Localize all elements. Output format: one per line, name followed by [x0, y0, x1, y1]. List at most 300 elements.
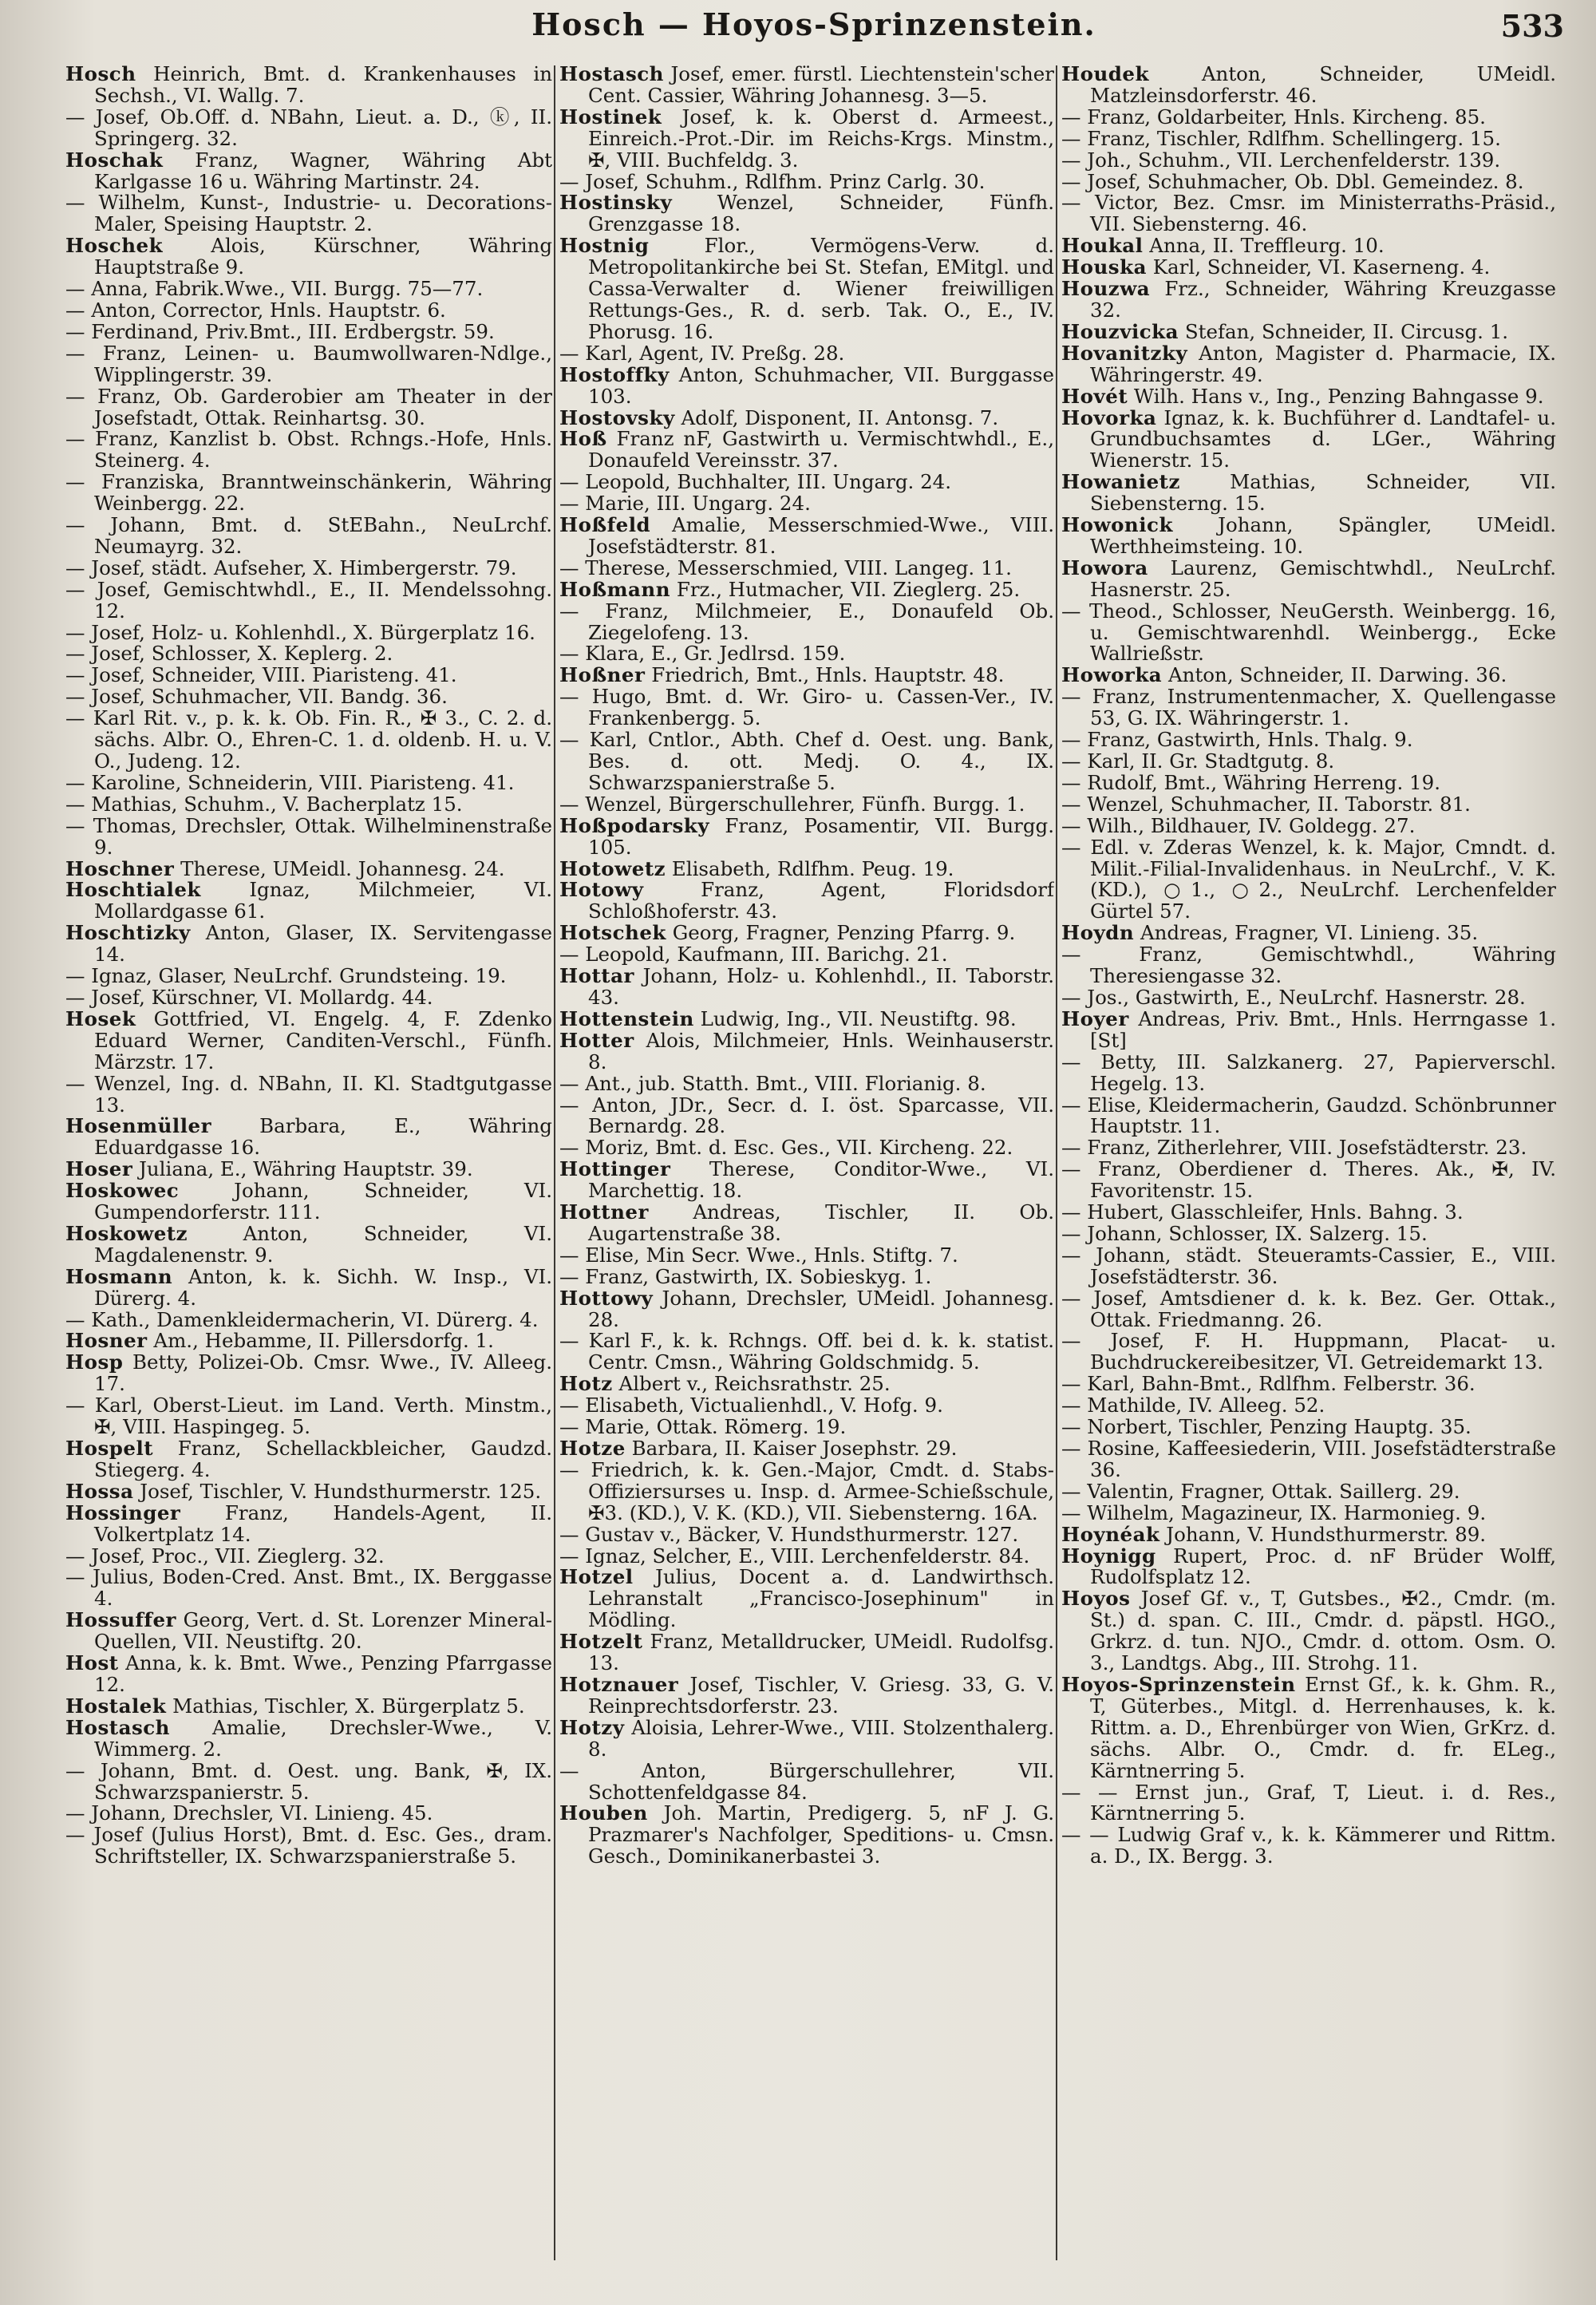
entry-details: Josef, k. k. Oberst d. Armeest., Einreich.-Prot.-Dir. im Reichs-Krgs. Minstm., ✠, VIII. Buchfeldg. 3. — [588, 105, 1054, 172]
entry-details: Albert v., Reichsrathstr. 25. — [612, 1372, 891, 1396]
entry-surname: Hossa — [65, 1479, 134, 1503]
directory-entry — [1061, 1674, 1556, 1782]
entry-details: — Franz, Leinen- u. Baumwollwaren-Ndlge., Wipplingerstr. 39. — [65, 341, 552, 386]
entry-details: Franz, Wagner, Währing Abt Karlgasse 16 u. Währing Martinstr. 24. — [94, 148, 552, 193]
entry-surname: Hotzy — [559, 1715, 625, 1739]
entry-details: Heinrich, Bmt. d. Krankenhauses in Sechsh., VI. Wallg. 7. — [94, 64, 552, 107]
entry-details: Joh. Martin, Predigerg. 5, nF J. G. Prazmarer's Nachfolger, Speditions- u. Cmsn. Gesch., Dominikanerbastei 3. — [588, 1801, 1054, 1868]
entry-details: — Marie, III. Ungarg. 24. — [559, 492, 811, 516]
entry-surname: Hostasch — [559, 64, 664, 85]
entry-surname: Hosch — [65, 64, 136, 85]
directory-entry — [65, 1825, 552, 1868]
directory-entry — [559, 880, 1054, 923]
entry-details: — Anton, JDr., Secr. d. I. öst. Sparcasse, VII. Bernardg. 28. — [559, 1093, 1054, 1138]
directory-entry — [1061, 343, 1556, 386]
directory-entry — [559, 1803, 1054, 1868]
entry-surname: Hosmann — [65, 1264, 173, 1288]
directory-entry — [1061, 1159, 1556, 1202]
entry-surname: Hotowy — [559, 878, 644, 902]
entry-surname: Hovanitzky — [1061, 341, 1188, 365]
directory-entry — [559, 1073, 1054, 1095]
entry-details: Andreas, Tischler, II. Ob. Augartenstraße 38. — [588, 1200, 1054, 1245]
entry-surname: Houzvicka — [1061, 319, 1179, 343]
entry-details: — Wilhelm, Magazineur, IX. Harmonieg. 9. — [1061, 1500, 1487, 1524]
entry-details: Frz., Hutmacher, VII. Zieglerg. 25. — [670, 577, 1021, 601]
entry-details: Anton, k. k. Sichh. W. Insp., VI. Dürerg. 4. — [94, 1264, 552, 1310]
entry-surname: Hoyos — [1061, 1587, 1131, 1611]
entry-details: — Rosine, Kaffeesiederin, VIII. Josefstädterstraße 36. — [1061, 1437, 1556, 1481]
entry-surname: Hotzel — [559, 1565, 634, 1589]
entry-details: Johann, Spängler, UMeidl. Werthheimsteing. 10. — [1090, 513, 1556, 558]
entry-surname: Howonick — [1061, 513, 1173, 537]
entry-details: Anton, Schneider, UMeidl. Matzleinsdorferstr. 46. — [1090, 64, 1556, 107]
directory-entry — [65, 966, 552, 987]
directory-entry — [65, 1330, 552, 1352]
directory-entry — [1061, 1202, 1556, 1224]
directory-entry — [1061, 665, 1556, 686]
entry-details: — — Ernst jun., Graf, T, Lieut. i. d. Res., Kärntnerring 5. — [1061, 1780, 1556, 1825]
entry-surname: Hostnig — [559, 234, 650, 258]
directory-entry — [1061, 319, 1556, 343]
entry-surname: Hospelt — [65, 1437, 154, 1460]
entry-surname: Hostoffky — [559, 362, 670, 386]
directory-entry — [65, 1116, 552, 1159]
directory-entry — [65, 1696, 552, 1718]
entry-details: — Franz, Kanzlist b. Obst. Rchngs.-Hofe, Hnls. Steinerg. 4. — [65, 427, 552, 472]
directory-entry — [559, 579, 1054, 601]
directory-entry — [559, 966, 1054, 1009]
entry-details: Ludwig, Ing., VII. Neustiftg. 98. — [693, 1006, 1017, 1030]
entry-details: — Franz, Gemischtwhdl., Währing Theresiengasse 32. — [1061, 943, 1556, 988]
entry-details: — Josef, Amtsdiener d. k. k. Bez. Ger. Ottak., Ottak. Friedmanng. 26. — [1061, 1286, 1556, 1331]
entry-surname: Hoschner — [65, 856, 175, 880]
directory-entry — [65, 150, 552, 193]
directory-entry — [1061, 279, 1556, 322]
entry-details: — Karl Rit. v., p. k. k. Ob. Fin. R., ✠ 3., C. 2. d. sächs. Albr. O., Ehren-C. 1. d. oldenb. H. u. V. O., Judeng. 12. — [65, 706, 552, 773]
directory-entry — [559, 493, 1054, 515]
directory-entry — [559, 813, 1054, 859]
entry-surname: Hosner — [65, 1329, 148, 1353]
directory-entry — [65, 620, 552, 644]
entry-details: — Leopold, Kaufmann, III. Barichg. 21. — [559, 943, 948, 967]
entry-details: — Karl, Bahn-Bmt., Rdlfhm. Felberstr. 36. — [1061, 1372, 1476, 1396]
entry-details: — Mathilde, IV. Alleeg. 52. — [1061, 1394, 1325, 1417]
directory-entry — [65, 343, 552, 386]
directory-entry — [65, 686, 552, 708]
entry-details: — Kath., Damenkleidermacherin, VI. Dürerg. 4. — [65, 1307, 539, 1331]
column-left — [65, 64, 552, 2291]
entry-details: — Wenzel, Bürgerschullehrer, Fünfh. Burgg. 1. — [559, 792, 1025, 816]
entry-details: — Franz, Goldarbeiter, Hnls. Kircheng. 85. — [1061, 105, 1486, 128]
entry-details: Josef Gf. v., T, Gutsbes., ✠2., Cmdr. (m. St.) d. span. C. III., Cmdr. d. päpstl. HGO., Grkrz. d. tun. NJO., Cmdr. d. ottom. Osm. O. 3., Landtgs. Abg., III. Strohg. 11. — [1090, 1587, 1556, 1675]
directory-entry — [559, 169, 1054, 193]
entry-details: Franz, Schellackbleicher, Gaudzd. Stiegerg. 4. — [94, 1437, 552, 1481]
directory-entry — [65, 300, 552, 322]
entry-details: — Joh., Schuhm., VII. Lerchenfelderstr. 139. — [1061, 148, 1501, 172]
directory-entry — [65, 708, 552, 773]
entry-details: — Josef, Schuhmacher, Ob. Dbl. Gemeindez. 8. — [1061, 169, 1524, 193]
entry-details: — Elise, Min Secr. Wwe., Hnls. Stiftg. 7. — [559, 1243, 958, 1267]
entry-details: — Hugo, Bmt. d. Wr. Giro- u. Cassen-Ver., IV. Frankenbergg. 5. — [559, 685, 1054, 730]
entry-surname: Hoßfeld — [559, 513, 651, 537]
entry-details: — Norbert, Tischler, Penzing Hauptg. 35. — [1061, 1415, 1472, 1439]
entry-details: — Josef, städt. Aufseher, X. Himbergerstr. 79. — [65, 555, 517, 579]
directory-entry — [65, 1803, 552, 1825]
entry-details: Franz, Metalldrucker, UMeidl. Rudolfsg. 13. — [588, 1630, 1054, 1675]
entry-details: — Franziska, Branntweinschänkerin, Währing Weinbergg. 22. — [65, 470, 552, 516]
directory-entry — [1061, 1395, 1556, 1417]
entry-details: Therese, UMeidl. Johannesg. 24. — [174, 856, 505, 880]
page-number: 533 — [1500, 8, 1564, 44]
entry-surname: Hovorka — [1061, 405, 1157, 429]
directory-entry — [559, 686, 1054, 729]
entry-surname: Hoßpodarsky — [559, 813, 709, 837]
directory-entry — [559, 555, 1054, 579]
entry-details: Alois, Kürschner, Währing Hauptstraße 9. — [94, 234, 552, 279]
directory-entry — [1061, 1374, 1556, 1395]
entry-surname: Hoschtialek — [65, 878, 201, 902]
entry-details: Franz, Posamentir, VII. Burgg. 105. — [588, 813, 1054, 859]
directory-entry — [1061, 601, 1556, 666]
entry-details: — Franz, Milchmeier, E., Donaufeld Ob. Ziegelofeng. 13. — [559, 599, 1054, 644]
directory-entry — [1061, 1524, 1556, 1546]
entry-details: Mathias, Tischler, X. Bürgerplatz 5. — [166, 1694, 525, 1718]
directory-entry — [1061, 1137, 1556, 1159]
entry-surname: Howora — [1061, 555, 1148, 579]
entry-details: — Josef, Holz- u. Kohlenhdl., X. Bürgerplatz 16. — [65, 620, 535, 644]
entry-details: — Karl F., k. k. Rchngs. Off. bei d. k. k. statist. Centr. Cmsn., Währing Goldschmidg. 5. — [559, 1329, 1054, 1374]
column-middle — [559, 64, 1054, 2291]
entry-surname: Hottner — [559, 1200, 649, 1224]
directory-entry — [65, 1610, 552, 1653]
directory-entry — [559, 1006, 1054, 1030]
entry-surname: Hostinek — [559, 105, 662, 128]
directory-entry — [1061, 837, 1556, 923]
entry-surname: Hotzelt — [559, 1630, 643, 1654]
directory-entry — [65, 1073, 552, 1117]
directory-entry — [65, 1221, 552, 1267]
directory-entry — [559, 235, 1054, 343]
entry-details: Laurenz, Gemischtwhdl., NeuLrchf. Hasnerstr. 25. — [1090, 555, 1556, 601]
entry-details: — Jos., Gastwirth, E., NeuLrchf. Hasnerstr. 28. — [1061, 985, 1526, 1009]
directory-entry — [1061, 1782, 1556, 1825]
directory-entry — [1061, 150, 1556, 172]
entry-surname: Hottowy — [559, 1286, 654, 1310]
entry-details: — Josef, Schneider, VIII. Piaristeng. 41. — [65, 663, 457, 687]
directory-entry — [65, 1159, 552, 1180]
directory-entry — [65, 192, 552, 235]
entry-surname: Houska — [1061, 255, 1147, 279]
entry-details: — Josef, Schuhm., Rdlfhm. Prinz Carlg. 30. — [559, 169, 986, 193]
directory-entry — [65, 770, 552, 794]
entry-surname: Hoydn — [1061, 921, 1135, 945]
entry-details: Ernst Gf., k. k. Ghm. R., T, Güterbes., Mitgl. d. Herrenhauses, k. k. Rittm. a. D., Ehrenbürger von Wien, GrKrz. d. sächs. Albr. O., Cmdr. d. fr. ELeg., Kärntnerring 5. — [1090, 1672, 1556, 1782]
entry-surname: Hossuffer — [65, 1608, 176, 1632]
entry-surname: Hotowetz — [559, 856, 666, 880]
entry-surname: Hoyer — [1061, 1006, 1129, 1030]
directory-entry — [65, 386, 552, 429]
entry-surname: Hottenstein — [559, 1006, 694, 1030]
directory-entry — [1061, 405, 1556, 472]
directory-entry — [65, 794, 552, 816]
directory-entry — [559, 1095, 1054, 1138]
entry-surname: Hoyos-Sprinzenstein — [1061, 1672, 1296, 1696]
entry-details: Friedrich, Bmt., Hnls. Hauptstr. 48. — [645, 663, 1005, 687]
directory-entry — [559, 343, 1054, 365]
entry-details: Franz, Handels-Agent, II. Volkertplatz 14. — [94, 1500, 552, 1546]
directory-entry — [65, 319, 552, 343]
entry-details: — Ignaz, Selcher, E., VIII. Lerchenfelderstr. 84. — [559, 1544, 1030, 1568]
directory-entry — [1061, 1825, 1556, 1868]
entry-surname: Hostovsky — [559, 405, 675, 429]
entry-surname: Hoßner — [559, 663, 646, 687]
directory-entry — [559, 1546, 1054, 1568]
entry-details: Georg, Fragner, Penzing Pfarrg. 9. — [666, 921, 1016, 945]
directory-entry — [1061, 770, 1556, 794]
entry-details: Anton, Schuhmacher, VII. Burggasse 103. — [588, 362, 1054, 408]
entry-details: — Gustav v., Bäcker, V. Hundsthurmerstr. 127. — [559, 1522, 1019, 1546]
entry-surname: Hossinger — [65, 1500, 181, 1524]
entry-surname: Houzwa — [1061, 277, 1151, 301]
entry-details: — Wenzel, Ing. d. NBahn, II. Kl. Stadtgutgasse 13. — [65, 1071, 552, 1117]
entry-details: — Elise, Kleidermacherin, Gaudzd. Schönbrunner Hauptstr. 11. — [1061, 1093, 1556, 1138]
directory-entry — [1061, 555, 1556, 601]
entry-details: Johann, Holz- u. Kohlenhdl., II. Taborstr. 43. — [588, 964, 1054, 1009]
entry-surname: Hosenmüller — [65, 1114, 212, 1138]
entry-details: Amalie, Drechsler-Wwe., V. Wimmerg. 2. — [94, 1715, 552, 1761]
directory-entry — [65, 555, 552, 579]
directory-entry — [559, 1030, 1054, 1073]
page-header — [64, 6, 1564, 56]
directory-entry — [559, 1567, 1054, 1631]
entry-details: — Josef, Schuhmacher, VII. Bandg. 36. — [65, 685, 448, 709]
entry-surname: Hoynéak — [1061, 1522, 1160, 1546]
column-divider — [1056, 65, 1057, 2260]
entry-details: — Julius, Boden-Cred. Anst. Bmt., IX. Berggasse 4. — [65, 1565, 552, 1611]
entry-details: Aloisia, Lehrer-Wwe., VIII. Stolzenthalerg. 8. — [588, 1715, 1054, 1761]
directory-entry — [559, 1417, 1054, 1438]
entry-details: Alois, Milchmeier, Hnls. Weinhauserstr. 8. — [588, 1028, 1054, 1073]
column-right — [1061, 64, 1556, 2291]
directory-entry — [559, 944, 1054, 966]
directory-entry — [1061, 1481, 1556, 1503]
entry-details: — Wenzel, Schuhmacher, II. Taborstr. 81. — [1061, 792, 1471, 816]
entry-details: — Friedrich, k. k. Gen.-Major, Cmdt. d. Stabs-Offiziersurses u. Insp. d. Armee-Schießschule, ✠3. (KD.), V. K. (KD.), VII. Siebensterng. 16A. — [559, 1457, 1054, 1524]
entry-surname: Hoßmann — [559, 577, 671, 601]
entry-details: — Johann, Bmt. d. Oest. ung. Bank, ✠, IX. Schwarzspanierstr. 5. — [65, 1758, 552, 1804]
directory-entry — [1061, 235, 1556, 257]
entry-details: — Karl, II. Gr. Stadtgutg. 8. — [1061, 749, 1335, 773]
entry-details: Betty, Polizei-Ob. Cmsr. Wwe., IV. Alleeg. 17. — [94, 1350, 552, 1396]
entry-surname: Hosp — [65, 1350, 124, 1374]
entry-surname: Houkal — [1061, 234, 1144, 258]
entry-details: Johann, Schneider, VI. Gumpendorferstr. 111. — [94, 1179, 552, 1224]
directory-entry — [1061, 1006, 1556, 1052]
entry-details: Frz., Schneider, Währing Kreuzgasse 32. — [1090, 277, 1556, 322]
directory-entry — [1061, 1546, 1556, 1589]
entry-details: Josef, Tischler, V. Griesg. 33, G. V. Reinprechtsdorferstr. 23. — [588, 1672, 1054, 1718]
directory-entry — [1061, 923, 1556, 944]
entry-details: — Wilh., Bildhauer, IV. Goldegg. 27. — [1061, 813, 1416, 837]
directory-entry — [559, 1457, 1054, 1524]
entry-surname: Houdek — [1061, 64, 1149, 85]
entry-details: Wenzel, Schneider, Fünfh. Grenzgasse 18. — [588, 191, 1054, 236]
directory-entry — [65, 64, 552, 107]
directory-entry — [559, 1264, 1054, 1288]
entry-details: Anna, k. k. Bmt. Wwe., Penzing Pfarrgasse 12. — [94, 1651, 552, 1696]
entry-surname: Hoynigg — [1061, 1544, 1156, 1568]
directory-entry — [559, 405, 1054, 429]
entry-details: — Valentin, Fragner, Ottak. Saillerg. 29. — [1061, 1479, 1460, 1503]
directory-entry — [65, 880, 552, 923]
directory-entry — [65, 987, 552, 1009]
directory-entry — [1061, 729, 1556, 751]
directory-entry — [559, 794, 1054, 816]
directory-entry — [1061, 257, 1556, 279]
entry-details: — Ant., jub. Statth. Bmt., VIII. Florianig. 8. — [559, 1071, 986, 1095]
directory-entry — [65, 235, 552, 279]
column-divider — [554, 65, 555, 2260]
entry-surname: Hostalek — [65, 1694, 167, 1718]
entry-details: Barbara, E., Währing Eduardgasse 16. — [94, 1114, 552, 1160]
entry-details: — Franz, Oberdiener d. Theres. Ak., ✠, IV. Favoritenstr. 15. — [1061, 1157, 1556, 1203]
directory-entry — [65, 515, 552, 558]
entry-details: Georg, Vert. d. St. Lorenzer Mineral-Quellen, VII. Neustiftg. 20. — [94, 1608, 552, 1654]
entry-surname: Hotze — [559, 1437, 626, 1460]
directory-entry — [65, 107, 552, 150]
entry-details: — Franz, Tischler, Rdlfhm. Schellingerg. 15. — [1061, 126, 1501, 150]
entry-details: — Marie, Ottak. Römerg. 19. — [559, 1415, 847, 1439]
directory-entry — [1061, 1588, 1556, 1674]
entry-details: — Betty, III. Salzkanerg. 27, Papierverschl. Hegelg. 13. — [1061, 1050, 1556, 1095]
directory-entry — [1061, 386, 1556, 408]
entry-details: Gottfried, VI. Engelg. 4, F. Zdenko Eduard Werner, Canditen-Verschl., Fünfh. Märzstr. 17. — [94, 1006, 552, 1073]
entry-details: Adolf, Disponent, II. Antonsg. 7. — [674, 405, 999, 429]
directory-entry — [65, 1481, 552, 1503]
entry-details: — Edl. v. Zderas Wenzel, k. k. Major, Cmndt. d. Milit.-Filial-Invalidenhaus. in NeuLrchf., V. K. (KD.), ○1., ○2., NeuLrchf. Lerchenfelder Gürtel 57. — [1061, 835, 1556, 923]
directory-entry — [559, 1395, 1054, 1417]
entry-surname: Hoschak — [65, 148, 164, 172]
running-head: Hosch — Hoyos-Sprinzenstein. — [531, 6, 1096, 42]
directory-entry — [1061, 1417, 1556, 1438]
entry-details: — Thomas, Drechsler, Ottak. Wilhelminenstraße 9. — [65, 813, 552, 859]
entry-details: Therese, Conditor-Wwe., VI. Marchettig. 18. — [588, 1157, 1054, 1203]
entry-details: — Ferdinand, Priv.Bmt., III. Erdbergstr. 59. — [65, 319, 495, 343]
directory-entry — [1061, 192, 1556, 235]
entry-surname: Hovét — [1061, 384, 1128, 408]
entry-details: Juliana, E., Währing Hauptstr. 39. — [132, 1157, 473, 1181]
directory-entry — [65, 472, 552, 515]
entry-details: — Josef, Schlosser, X. Keplerg. 2. — [65, 642, 393, 666]
entry-details: — Johann, Schlosser, IX. Salzerg. 15. — [1061, 1221, 1428, 1245]
directory-entry — [559, 472, 1054, 493]
directory-entry — [1061, 1052, 1556, 1095]
directory-entry — [559, 362, 1054, 408]
directory-entry — [559, 1202, 1054, 1245]
entry-details: — Franz, Ob. Garderobier am Theater in der Josefstadt, Ottak. Reinhartsg. 30. — [65, 384, 552, 429]
entry-details: Anton, Magister d. Pharmacie, IX. Währingerstr. 49. — [1090, 341, 1556, 386]
entry-details: — Josef, Kürschner, VI. Mollardg. 44. — [65, 985, 433, 1009]
entry-details: — Karl, Oberst-Lieut. im Land. Verth. Minstm., ✠, VIII. Haspingeg. 5. — [65, 1394, 552, 1439]
directory-entry — [559, 601, 1054, 644]
entry-details: Anton, Schneider, VI. Magdalenenstr. 9. — [94, 1221, 552, 1267]
entry-details: — Leopold, Buchhalter, III. Ungarg. 24. — [559, 470, 952, 494]
entry-surname: Hoß — [559, 427, 607, 451]
directory-entry — [559, 1245, 1054, 1267]
directory-entry — [1061, 472, 1556, 515]
directory-entry — [1061, 686, 1556, 729]
entry-details: — Anna, Fabrik.Wwe., VII. Burgg. 75—77. — [65, 277, 484, 301]
directory-entry — [559, 1758, 1054, 1804]
directory-entry — [65, 856, 552, 880]
directory-entry — [1061, 128, 1556, 150]
entry-surname: Hoskowetz — [65, 1221, 188, 1245]
directory-entry — [559, 1374, 1054, 1395]
entry-details: — Josef, Gemischtwhdl., E., II. Mendelssohng. 12. — [65, 577, 552, 623]
entry-details: Josef, Tischler, V. Hundsthurmerstr. 125. — [133, 1479, 542, 1503]
entry-details: — Franz, Gastwirth, Hnls. Thalg. 9. — [1061, 728, 1413, 752]
entry-surname: Hotschek — [559, 921, 666, 945]
entry-details: — Johann, Drechsler, VI. Linieng. 45. — [65, 1801, 433, 1825]
directory-entry — [559, 1137, 1054, 1159]
directory-entry — [559, 1524, 1054, 1546]
entry-details: — Victor, Bez. Cmsr. im Ministerraths-Präsid., VII. Siebensterng. 46. — [1061, 191, 1556, 236]
directory-entry — [65, 1352, 552, 1395]
entry-details: Ignaz, Milchmeier, VI. Mollardgasse 61. — [94, 878, 552, 923]
entry-details: Anton, Schneider, II. Darwing. 36. — [1162, 663, 1507, 687]
entry-details: — Josef (Julius Horst), Bmt. d. Esc. Ges., dram. Schriftsteller, IX. Schwarzspanierstraße 5. — [65, 1823, 552, 1868]
directory-entry — [65, 1758, 552, 1804]
directory-entry — [65, 1006, 552, 1073]
entry-surname: Hosek — [65, 1006, 136, 1030]
entry-surname: Hostinsky — [559, 191, 673, 215]
entry-details: — Elisabeth, Victualienhdl., V. Hofg. 9. — [559, 1394, 943, 1417]
entry-details: — Therese, Messerschmied, VIII. Langeg. 11. — [559, 555, 1012, 579]
entry-details: Johann, V. Hundsthurmerstr. 89. — [1159, 1522, 1487, 1546]
directory-entry — [1061, 987, 1556, 1009]
directory-entry — [559, 1288, 1054, 1331]
directory-entry — [559, 856, 1054, 880]
entry-surname: Hoschtizky — [65, 921, 191, 945]
entry-details: — Theod., Schlosser, NeuGersth. Weinbergg. 16, u. Gemischtwarenhdl. Weinbergg., Ecke Wallrießstr. — [1061, 599, 1556, 666]
directory-entry — [559, 643, 1054, 665]
entry-surname: Howanietz — [1061, 470, 1180, 494]
entry-details: Elisabeth, Rdlfhm. Peug. 19. — [666, 856, 954, 880]
directory-entry — [1061, 794, 1556, 816]
directory-entry — [1061, 1221, 1556, 1245]
entry-details: — Mathias, Schuhm., V. Bacherplatz 15. — [65, 792, 463, 816]
entry-surname: Hotter — [559, 1028, 634, 1052]
entry-details: Barbara, II. Kaiser Josephstr. 29. — [625, 1437, 958, 1460]
directory-entry — [559, 515, 1054, 558]
entry-surname: Hoskowec — [65, 1179, 180, 1203]
entry-details: — Johann, städt. Steueramts-Cassier, E., VIII. Josefstädterstr. 36. — [1061, 1243, 1556, 1288]
directory-entry — [559, 1330, 1054, 1374]
entry-details: — Karl, Agent, IV. Preßg. 28. — [559, 341, 845, 365]
entry-details: Anton, Glaser, IX. Servitengasse 14. — [94, 921, 552, 967]
directory-entry — [65, 429, 552, 472]
directory-entry — [65, 923, 552, 966]
entry-surname: Hottinger — [559, 1157, 671, 1181]
entry-details: Andreas, Priv. Bmt., Hnls. Herrngasse 1. [St] — [1090, 1006, 1556, 1052]
entry-surname: Hoser — [65, 1157, 133, 1181]
entry-details: Julius, Docent a. d. Landwirthsch. Lehranstalt „Francisco-Josephinum" in Mödling. — [588, 1565, 1054, 1632]
entry-details: Ignaz, k. k. Buchführer d. Landtafel- u. Grundbuchsamtes d. LGer., Währing Wienerstr. 15. — [1090, 405, 1556, 472]
directory-entry — [65, 1500, 552, 1546]
entry-surname: Hottar — [559, 964, 634, 988]
directory-entry — [1061, 169, 1556, 193]
directory-entry — [559, 1715, 1054, 1761]
